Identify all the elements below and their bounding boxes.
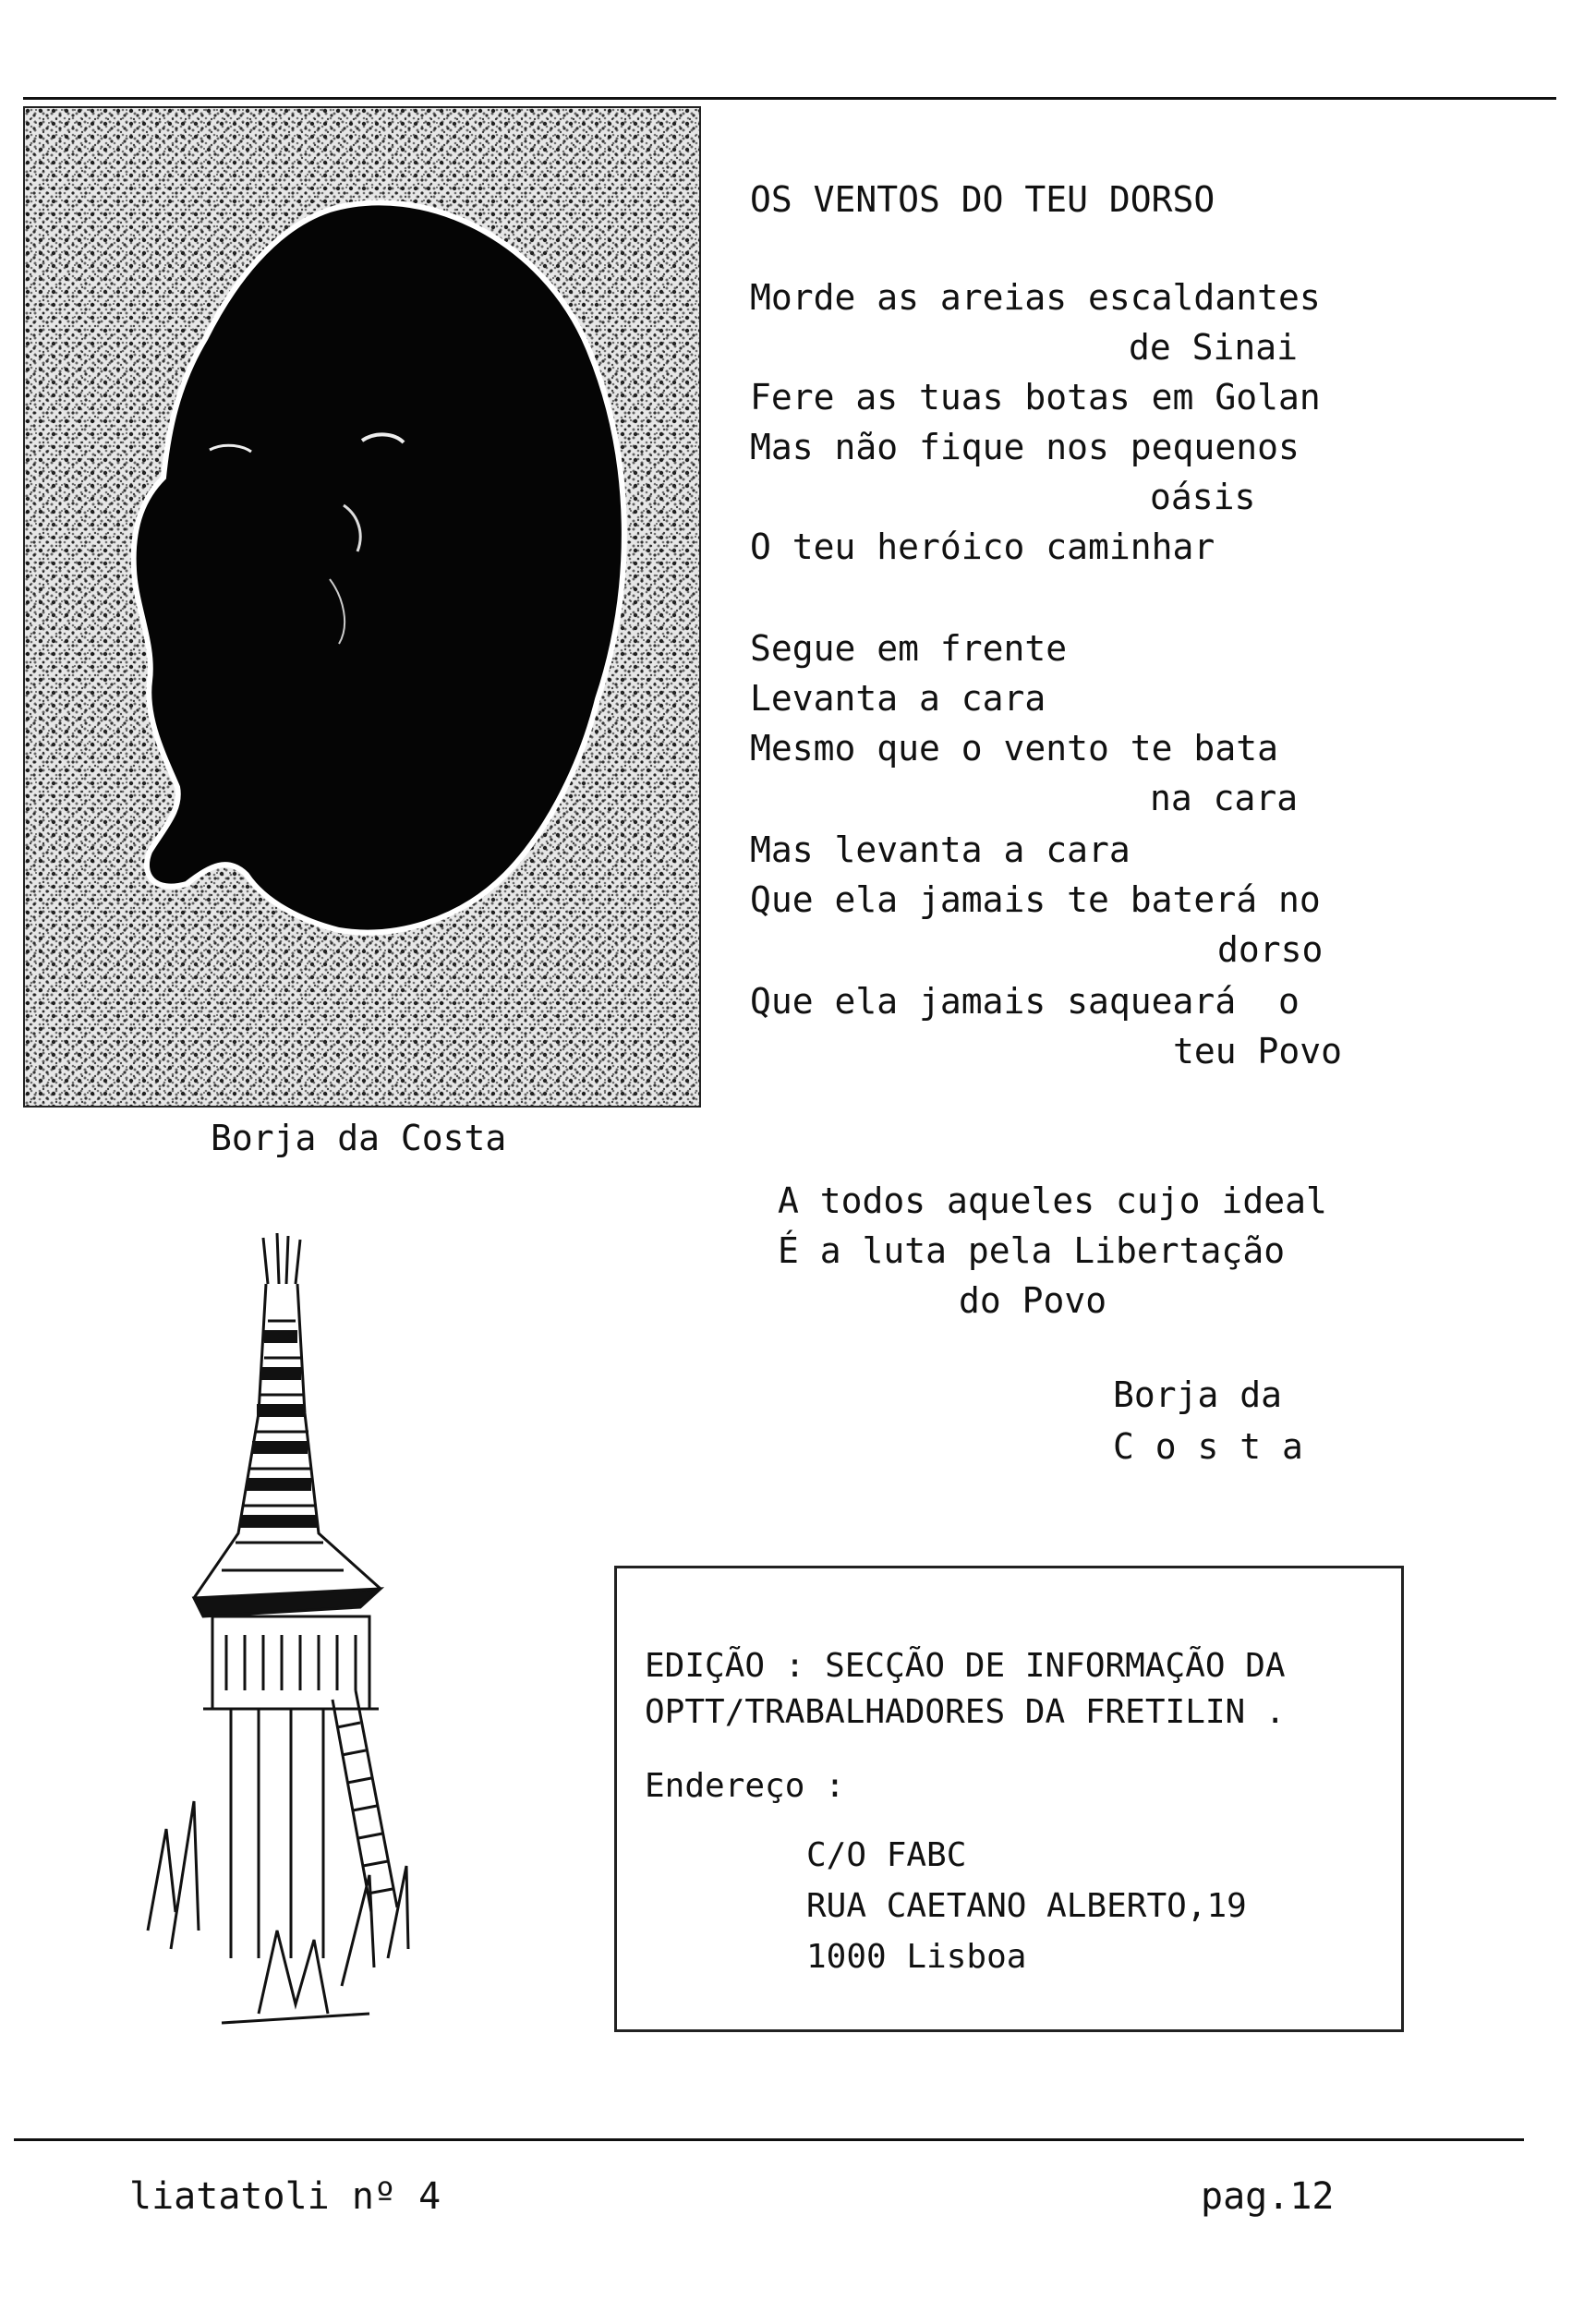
edition-line: OPTT/TRABALHADORES DA FRETILIN . — [645, 1693, 1286, 1731]
poem-line: Mas levanta a cara — [750, 829, 1130, 870]
poem-line: teu Povo — [1173, 1031, 1343, 1071]
poem-line: de Sinai — [1129, 327, 1299, 368]
page-number: pag.12 — [1201, 2175, 1335, 2218]
edition-line: EDIÇÃO : SECÇÃO DE INFORMAÇÃO DA — [645, 1647, 1286, 1685]
dedication-line: do Povo — [959, 1280, 1107, 1321]
portrait-caption: Borja da Costa — [211, 1118, 507, 1158]
top-rule — [23, 97, 1556, 100]
portrait-illustration — [23, 106, 701, 1108]
poem-line: O teu heróico caminhar — [750, 527, 1215, 567]
poem-line: Fere as tuas botas em Golan — [750, 377, 1321, 418]
address-line: RUA CAETANO ALBERTO,19 — [806, 1887, 1247, 1925]
poem-line: Morde as areias escaldantes — [750, 277, 1321, 318]
poem-line: oásis — [1150, 477, 1256, 517]
poem-line: Que ela jamais saqueará o — [750, 981, 1300, 1022]
dedication-signature: Borja da — [1113, 1374, 1283, 1415]
poem-title: OS VENTOS DO TEU DORSO — [750, 179, 1215, 220]
dedication-line: É a luta pela Libertação — [778, 1230, 1286, 1271]
pagoda-illustration — [129, 1229, 434, 2041]
address-line: 1000 Lisboa — [806, 1938, 1027, 1976]
publisher-info-box — [614, 1566, 1404, 2032]
poem-line: Segue em frente — [750, 628, 1068, 669]
dedication-line: A todos aqueles cujo ideal — [778, 1180, 1327, 1221]
poem-line: dorso — [1217, 929, 1324, 970]
publication-name: liatatoli nº 4 — [129, 2175, 441, 2218]
address-label: Endereço : — [645, 1767, 845, 1805]
poem-line: Levanta a cara — [750, 678, 1046, 719]
address-line: C/O FABC — [806, 1836, 967, 1874]
dedication-signature: C o s t a — [1113, 1426, 1303, 1467]
bottom-rule — [14, 2138, 1524, 2141]
poem-line: Que ela jamais te baterá no — [750, 879, 1321, 920]
poem-line: Mas não fique nos pequenos — [750, 427, 1300, 467]
poem-line: na cara — [1150, 778, 1299, 818]
poem-line: Mesmo que o vento te bata — [750, 728, 1278, 769]
